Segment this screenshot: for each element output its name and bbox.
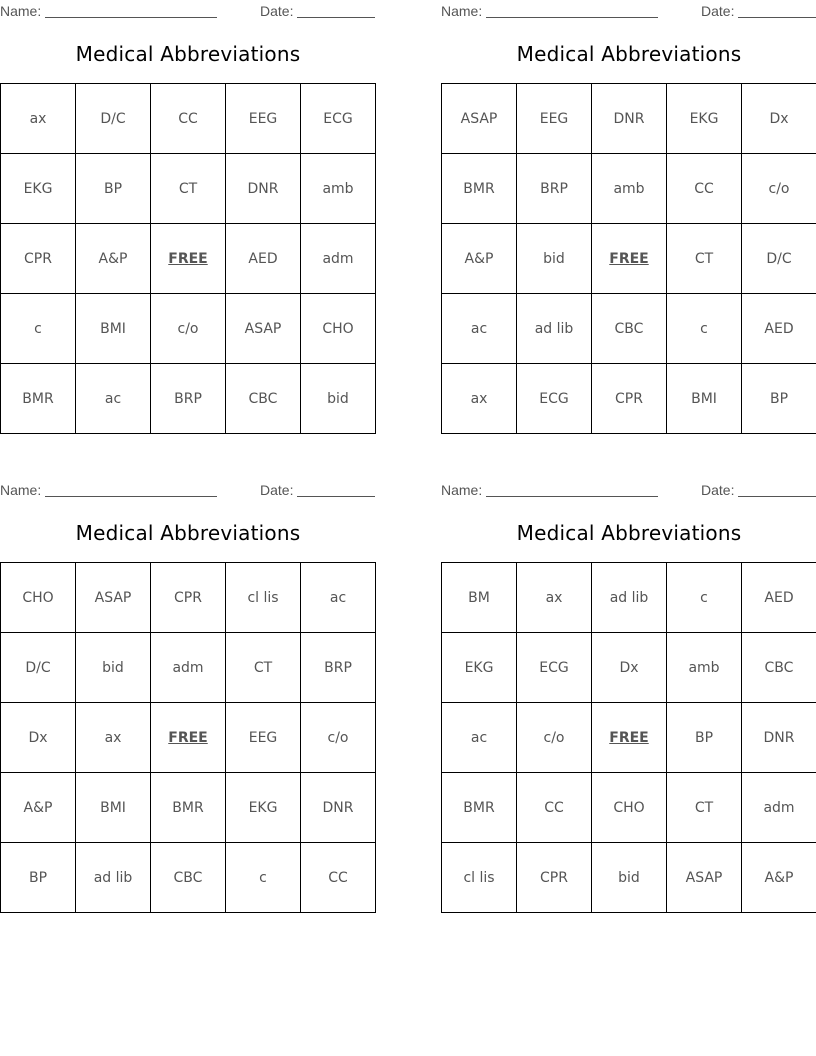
grid-row xyxy=(1,364,376,434)
bingo-cell: CBC xyxy=(226,364,301,434)
bingo-cell: cl lis xyxy=(226,563,301,633)
bingo-cell: ad lib xyxy=(76,843,151,913)
bingo-cell: Dx xyxy=(1,703,76,773)
bingo-cell: ax xyxy=(76,703,151,773)
bingo-cell: A&P xyxy=(1,773,76,843)
bingo-cell: ad lib xyxy=(592,563,667,633)
free-space-cell: FREE xyxy=(592,224,667,294)
bingo-cell: bid xyxy=(76,633,151,703)
bingo-cell: EKG xyxy=(226,773,301,843)
grid-row xyxy=(1,843,376,913)
bingo-card-3 xyxy=(0,479,376,886)
bingo-cell: EKG xyxy=(1,154,76,224)
bingo-cell: c xyxy=(667,294,742,364)
card-title: Medical Abbreviations xyxy=(516,42,742,66)
grid-row xyxy=(442,364,816,434)
grid-row xyxy=(1,84,376,154)
bingo-cell: BRP xyxy=(151,364,226,434)
bingo-cell: CBC xyxy=(151,843,226,913)
bingo-grid xyxy=(441,562,816,913)
bingo-cell: CT xyxy=(667,224,742,294)
bingo-cell: BP xyxy=(667,703,742,773)
bingo-cell: bid xyxy=(301,364,376,434)
bingo-cell: ASAP xyxy=(442,84,517,154)
bingo-cell: D/C xyxy=(1,633,76,703)
bingo-cell: amb xyxy=(301,154,376,224)
date-label: Date: xyxy=(701,3,735,19)
bingo-cell: CHO xyxy=(1,563,76,633)
bingo-cell: AED xyxy=(742,563,816,633)
grid-row xyxy=(442,84,816,154)
bingo-cell: c/o xyxy=(301,703,376,773)
bingo-cell: ECG xyxy=(517,633,592,703)
bingo-cell: ax xyxy=(1,84,76,154)
date-field-line xyxy=(297,17,375,18)
bingo-cell: CPR xyxy=(592,364,667,434)
date-field-line xyxy=(738,496,816,497)
bingo-cell: BMI xyxy=(667,364,742,434)
bingo-cell: BP xyxy=(1,843,76,913)
date-label: Date: xyxy=(260,482,294,498)
name-field-line xyxy=(45,17,217,18)
date-field-line xyxy=(297,496,375,497)
bingo-cell: BMR xyxy=(442,773,517,843)
bingo-cell: CBC xyxy=(742,633,816,703)
bingo-cell: BMR xyxy=(151,773,226,843)
bingo-cell: BMR xyxy=(1,364,76,434)
bingo-cell: EEG xyxy=(517,84,592,154)
grid-row xyxy=(1,563,376,633)
card-title: Medical Abbreviations xyxy=(75,521,301,545)
bingo-cell: ax xyxy=(442,364,517,434)
bingo-cell: CHO xyxy=(301,294,376,364)
bingo-cell: AED xyxy=(742,294,816,364)
grid-row xyxy=(442,224,816,294)
grid-row xyxy=(1,224,376,294)
bingo-cell: Dx xyxy=(592,633,667,703)
bingo-cell: bid xyxy=(592,843,667,913)
bingo-cell: CPR xyxy=(517,843,592,913)
name-label: Name: xyxy=(441,3,483,19)
card-header xyxy=(0,0,376,22)
bingo-cell: CBC xyxy=(592,294,667,364)
bingo-cell: ASAP xyxy=(667,843,742,913)
bingo-cell: BRP xyxy=(301,633,376,703)
bingo-cell: adm xyxy=(151,633,226,703)
bingo-cell: ac xyxy=(76,364,151,434)
card-title: Medical Abbreviations xyxy=(516,521,742,545)
bingo-cell: BRP xyxy=(517,154,592,224)
grid-row xyxy=(1,294,376,364)
bingo-cell: CHO xyxy=(592,773,667,843)
bingo-cell: ac xyxy=(301,563,376,633)
bingo-cell: D/C xyxy=(76,84,151,154)
grid-row xyxy=(1,633,376,703)
bingo-card-4 xyxy=(441,479,816,886)
bingo-cell: ac xyxy=(442,294,517,364)
bingo-cell: CPR xyxy=(1,224,76,294)
bingo-cell: DNR xyxy=(592,84,667,154)
grid-row xyxy=(442,843,816,913)
bingo-cell: CT xyxy=(151,154,226,224)
grid-row xyxy=(442,633,816,703)
bingo-cell: amb xyxy=(592,154,667,224)
grid-row xyxy=(1,773,376,843)
bingo-cell: CC xyxy=(151,84,226,154)
bingo-grid xyxy=(0,562,376,913)
bingo-cell: CT xyxy=(226,633,301,703)
bingo-cell: ECG xyxy=(301,84,376,154)
bingo-cell: c xyxy=(226,843,301,913)
bingo-cell: adm xyxy=(742,773,816,843)
bingo-cell: BM xyxy=(442,563,517,633)
bingo-cell: ax xyxy=(517,563,592,633)
grid-row xyxy=(442,563,816,633)
date-label: Date: xyxy=(701,482,735,498)
card-header xyxy=(441,0,816,22)
bingo-cell: CC xyxy=(517,773,592,843)
date-field-line xyxy=(738,17,816,18)
bingo-cell: DNR xyxy=(301,773,376,843)
bingo-cell: EKG xyxy=(667,84,742,154)
bingo-cell: BP xyxy=(742,364,816,434)
bingo-card-2 xyxy=(441,0,816,407)
name-label: Name: xyxy=(0,482,42,498)
bingo-cell: c/o xyxy=(151,294,226,364)
bingo-cell: bid xyxy=(517,224,592,294)
bingo-cell: BP xyxy=(76,154,151,224)
bingo-cell: EKG xyxy=(442,633,517,703)
card-header xyxy=(441,479,816,501)
bingo-cell: ac xyxy=(442,703,517,773)
card-header xyxy=(0,479,376,501)
name-field-line xyxy=(486,496,658,497)
bingo-grid xyxy=(441,83,816,434)
free-space-cell: FREE xyxy=(592,703,667,773)
bingo-cell: cl lis xyxy=(442,843,517,913)
bingo-cell: AED xyxy=(226,224,301,294)
bingo-cell: ECG xyxy=(517,364,592,434)
bingo-cell: CPR xyxy=(151,563,226,633)
bingo-cell: ad lib xyxy=(517,294,592,364)
bingo-cell: c xyxy=(1,294,76,364)
grid-row xyxy=(442,773,816,843)
free-space-cell: FREE xyxy=(151,224,226,294)
bingo-cell: adm xyxy=(301,224,376,294)
bingo-card-1 xyxy=(0,0,376,407)
bingo-cell: c/o xyxy=(742,154,816,224)
bingo-cell: Dx xyxy=(742,84,816,154)
bingo-cell: D/C xyxy=(742,224,816,294)
bingo-cell: A&P xyxy=(442,224,517,294)
bingo-cell: c/o xyxy=(517,703,592,773)
free-space-cell: FREE xyxy=(151,703,226,773)
bingo-grid xyxy=(0,83,376,434)
bingo-cell: BMI xyxy=(76,294,151,364)
bingo-cell: EEG xyxy=(226,84,301,154)
grid-row xyxy=(442,294,816,364)
bingo-cell: ASAP xyxy=(76,563,151,633)
bingo-cell: ASAP xyxy=(226,294,301,364)
bingo-cell: EEG xyxy=(226,703,301,773)
bingo-cell: CT xyxy=(667,773,742,843)
bingo-cell: DNR xyxy=(742,703,816,773)
grid-row xyxy=(442,154,816,224)
bingo-cell: amb xyxy=(667,633,742,703)
name-field-line xyxy=(486,17,658,18)
bingo-cell: A&P xyxy=(76,224,151,294)
bingo-cell: BMI xyxy=(76,773,151,843)
bingo-cell: BMR xyxy=(442,154,517,224)
bingo-cell: CC xyxy=(301,843,376,913)
grid-row xyxy=(1,703,376,773)
name-label: Name: xyxy=(0,3,42,19)
grid-row xyxy=(1,154,376,224)
bingo-cell: A&P xyxy=(742,843,816,913)
bingo-cell: c xyxy=(667,563,742,633)
name-label: Name: xyxy=(441,482,483,498)
bingo-cell: CC xyxy=(667,154,742,224)
name-field-line xyxy=(45,496,217,497)
grid-row xyxy=(442,703,816,773)
date-label: Date: xyxy=(260,3,294,19)
bingo-cell: DNR xyxy=(226,154,301,224)
card-title: Medical Abbreviations xyxy=(75,42,301,66)
